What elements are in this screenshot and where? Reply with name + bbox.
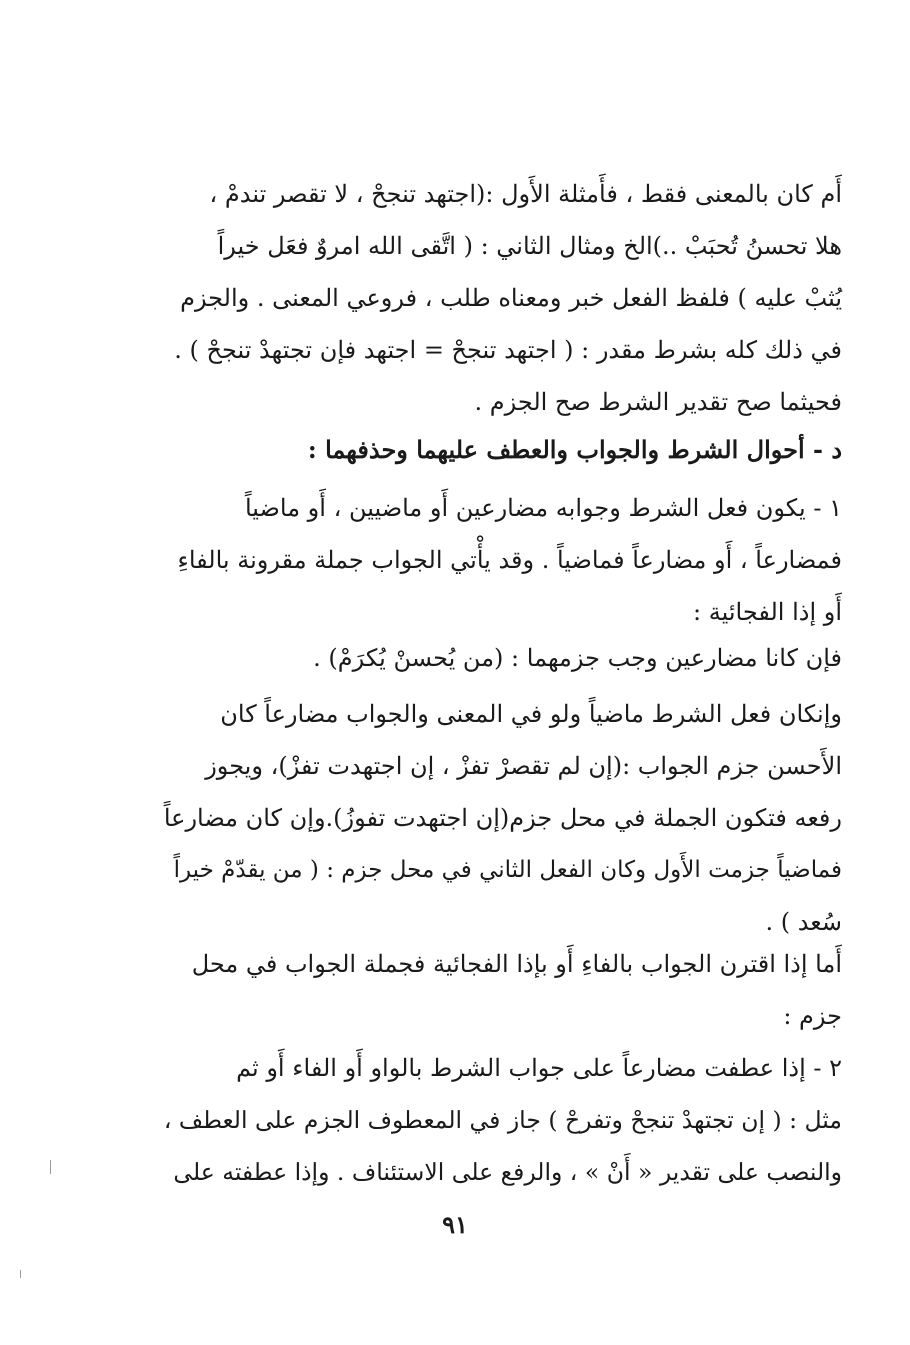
text-line: فمضارعاً ، أَو مضارعاً فماضياً . وقد يأْتي الجواب جملة مقرونة بالفاءِ — [177, 546, 842, 574]
text-line: فحيثما صح تقدير الشرط صح الجزم . — [474, 388, 842, 416]
text-line: أَو إذا الفجائية : — [693, 598, 842, 626]
text-line: هلا تحسنُ تُحبَبْ ..)الخ ومثال الثاني : ( اتَّقى الله امروٌ فعَل خيراً — [217, 232, 842, 260]
text-line: أَم كان بالمعنى فقط ، فأَمثلة الأَول :(اجتهد تنجحْ ، لا تقصر تندمْ ، — [209, 180, 842, 208]
text-line: ٢ - إذا عطفت مضارعاً على جواب الشرط بالواو أَو الفاء أَو ثم — [236, 1054, 842, 1082]
page-number: ٩١ — [442, 1210, 468, 1239]
text-line: فإن كانا مضارعين وجب جزمهما : (من يُحسنْ يُكرَمْ) . — [313, 644, 842, 672]
text-line: جزم : — [783, 1002, 842, 1030]
paragraph-6 — [162, 1042, 842, 1198]
paragraph-4 — [162, 688, 842, 948]
paragraph-5 — [162, 938, 842, 1042]
text-line: ١ - يكون فعل الشرط وجوابه مضارعين أَو ماضيين ، أَو ماضياً — [244, 494, 842, 522]
text-line: سُعد ) . — [765, 908, 842, 936]
text-line: أَما إذا اقترن الجواب بالفاءِ أَو بإذا الفجائية فجملة الجواب في محل — [191, 950, 842, 978]
scan-artifact — [20, 1270, 21, 1278]
text-line: فماضياً جزمت الأَول وكان الفعل الثاني في محل جزم : ( من يقدّمْ خيراً — [173, 857, 842, 883]
text-line: والنصب على تقدير « أَنْ » ، والرفع على الاستئناف . وإذا عطفته على — [173, 1158, 842, 1186]
text-line: في ذلك كله بشرط مقدر : ( اجتهد تنجحْ = اجتهد فإن تجتهدْ تنجحْ ) . — [174, 336, 842, 364]
text-line: مثل : ( إن تجتهدْ تنجحْ وتفرحْ ) جاز في المعطوف الجزم على العطف ، — [163, 1106, 842, 1134]
scan-artifact — [50, 1160, 51, 1174]
heading-text: د - أحوال الشرط والجواب والعطف عليهما وحذفهما : — [307, 435, 842, 464]
paragraph-2 — [162, 482, 842, 638]
section-heading — [162, 424, 842, 476]
text-line: وإنكان فعل الشرط ماضياً ولو في المعنى والجواب مضارعاً كان — [220, 700, 842, 728]
text-line: رفعه فتكون الجملة في محل جزم(إن اجتهدت تفوزُ).وإن كان مضارعاً — [163, 804, 842, 832]
paragraph-1 — [162, 168, 842, 428]
paragraph-3 — [162, 632, 842, 684]
text-line: الأَحسن جزم الجواب :(إن لم تقصرْ تفزْ ، إن اجتهدت تفزْ)، ويجوز — [205, 752, 842, 780]
text-line: يُثبْ عليه ) فلفظ الفعل خبر ومعناه طلب ، فروعي المعنى . والجزم — [180, 284, 842, 312]
